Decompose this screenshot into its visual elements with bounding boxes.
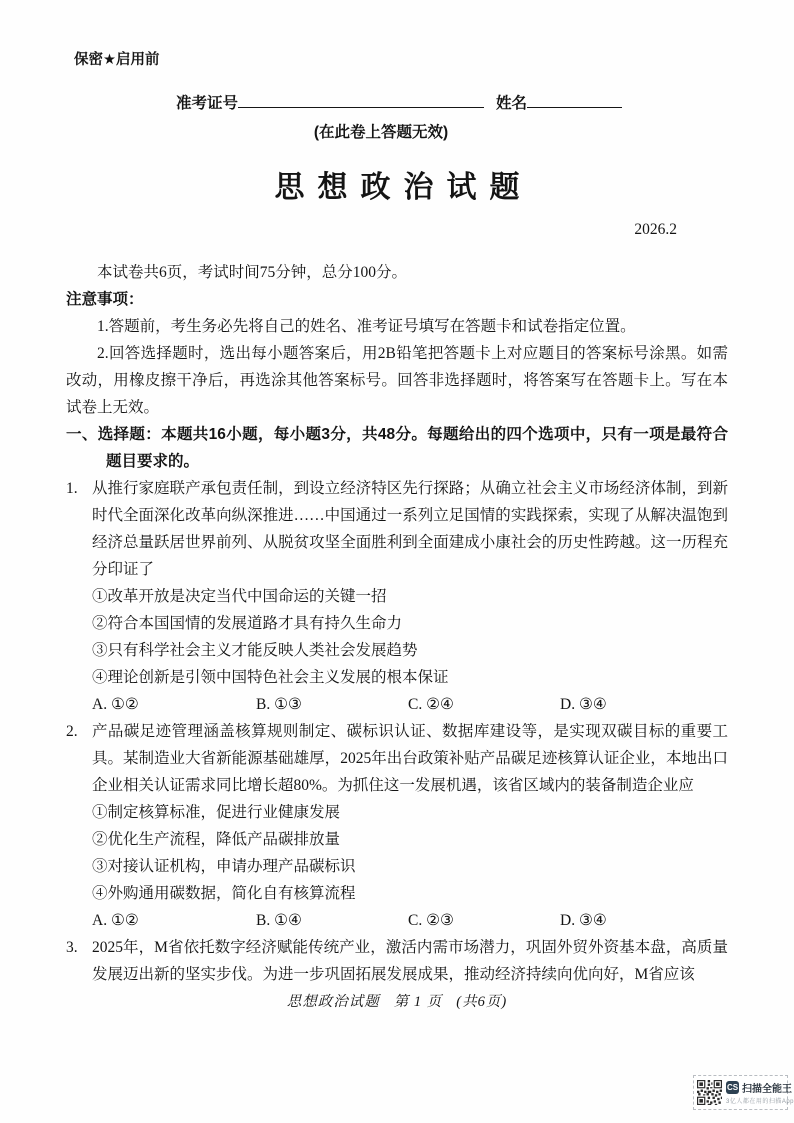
name-label: 姓名 [496,95,528,112]
question-3 [66,934,728,988]
section-header: 一、选择题：本题共16小题，每小题3分，共48分。每题给出的四个选项中，只有一项是最符合题目要求的。 [66,426,728,470]
admission-number-field[interactable] [238,92,484,108]
qr-code-icon [697,1080,722,1105]
page-title: 思想政治试题 [274,171,533,204]
statement-item-3: ③对接认证机构，申请办理产品碳标识 [92,858,356,875]
footer-total-pages: (共6页) [456,994,508,1010]
exam-date: 2026.2 [634,221,677,238]
statement-item-2: ②符合本国国情的发展道路才具有持久生命力 [92,615,403,632]
admission-number-label: 准考证号 [176,95,239,112]
classification-label: 保密★启用前 [74,52,160,68]
invalid-note: (在此卷上答题无效) [313,124,449,141]
option-c: C. ②③ [408,912,454,929]
question-number: 3. [66,939,78,956]
statement-item-4: ④外购通用碳数据，简化自有核算流程 [92,885,356,902]
statement-item-2: ②优化生产流程，降低产品碳排放量 [92,831,341,848]
question-number: 2. [66,723,78,740]
option-d: D. ③④ [560,912,607,929]
question-1 [66,475,728,718]
footer-doc-title: 思想政治试题 [286,994,380,1010]
note-1: 1.答题前，考生务必先将自己的姓名、准考证号填写在答题卡和试卷指定位置。 [97,318,636,335]
camscanner-watermark [693,1075,794,1110]
name-field[interactable] [527,92,622,108]
option-a: A. ①② [92,696,139,713]
watermark-tagline: 3亿人都在用的扫描App [726,1099,794,1105]
option-b: B. ①③ [256,696,302,713]
statement-item-1: ①制定核算标准，促进行业健康发展 [92,804,341,821]
option-a: A. ①② [92,912,139,929]
footer-page-number: 第 1 页 [393,994,443,1010]
watermark-text-block [726,1080,794,1105]
options-row [92,691,728,718]
option-c: C. ②④ [408,696,454,713]
notes-header: 注意事项： [66,291,144,308]
exam-body [66,259,728,988]
option-d: D. ③④ [560,696,607,713]
statement-item-3: ③只有科学社会主义才能反映人类社会发展趋势 [92,642,418,659]
camscanner-logo-icon: CS [726,1083,739,1092]
page-footer [0,990,794,1011]
statement-item-4: ④理论创新是引领中国特色社会主义发展的根本保证 [92,669,449,686]
question-number: 1. [66,480,78,497]
watermark-app-name: 扫描全能王 [742,1084,792,1095]
question-stem: 2025年，M省依托数字经济赋能传统产业，激活内需市场潜力，巩固外贸外资基本盘，高质量发展迈出新的坚实步伐。为进一步巩固拓展发展成果，推动经济持续向优向好，M省应该 [92,939,728,983]
options-row [92,907,728,934]
candidate-info-row [176,91,622,113]
option-b: B. ①④ [256,912,302,929]
question-stem: 从推行家庭联产承包责任制，到设立经济特区先行探路；从确立社会主义市场经济体制，到新时代全面深化改革向纵深推进……中国通过一系列立足国情的实践探索，实现了从解决温饱到经济总量跃居世界前列、从脱贫攻坚全面胜利到全面建成小康社会的历史性跨越。这一历程充分印证了 [92,480,728,578]
question-list [66,475,728,988]
question-2 [66,718,728,934]
exam-intro: 本试卷共6页，考试时间75分钟，总分100分。 [97,264,408,281]
question-stem: 产品碳足迹管理涵盖核算规则制定、碳标识认证、数据库建设等，是实现双碳目标的重要工具。某制造业大省新能源基础雄厚，2025年出台政策补贴产品碳足迹核算认证企业，本地出口企业相关认证需求同比增长超80%。为抓住这一发展机遇，该省区域内的装备制造企业应 [92,723,728,794]
statement-item-1: ①改革开放是决定当代中国命运的关键一招 [92,588,387,605]
note-2: 2.回答选择题时，选出每小题答案后，用2B铅笔把答题卡上对应题目的答案标号涂黑。如需改动，用橡皮擦干净后，再选涂其他答案标号。回答非选择题时，将答案写在答题卡上。写在本试卷上无效。 [66,345,728,416]
